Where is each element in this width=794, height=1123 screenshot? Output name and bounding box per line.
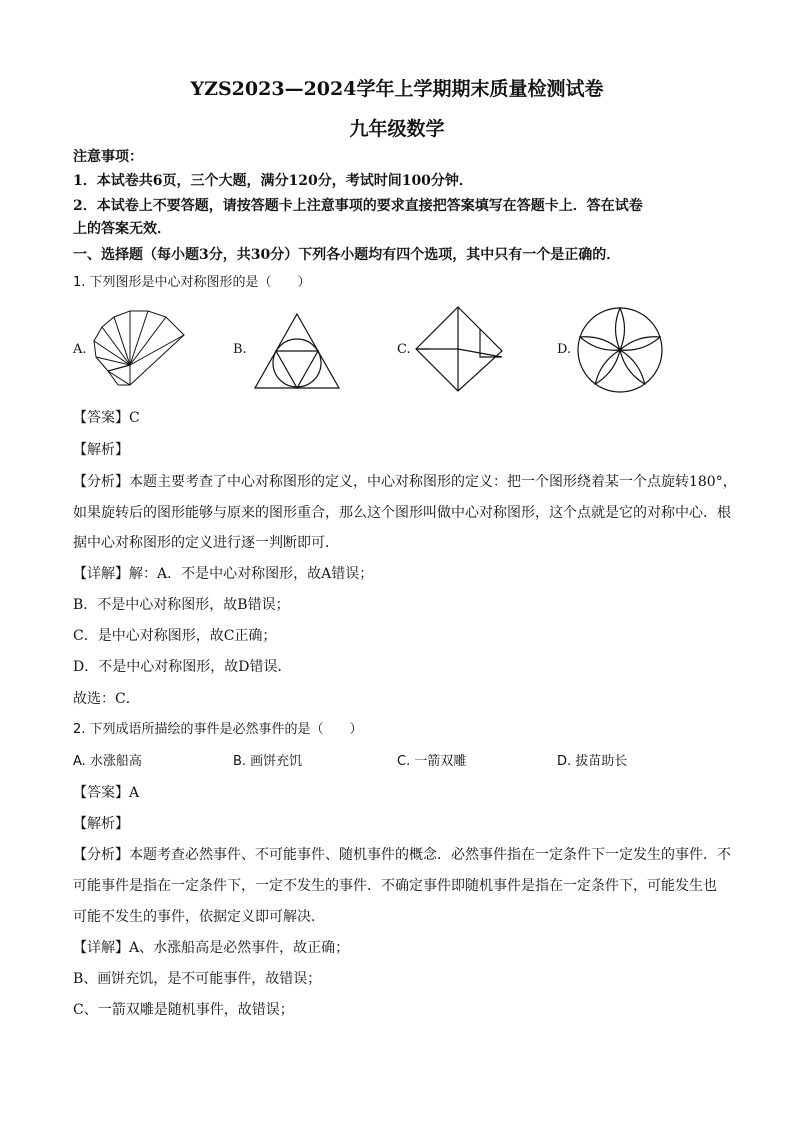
triangle-with-inscribed-circle-figure: [253, 312, 341, 390]
q1-option-d-label: D.: [557, 342, 572, 357]
q2-analysis-line-3: 可能不发生的事件，依据定义即可解决．: [73, 909, 325, 925]
notes-heading: 注意事项：: [73, 149, 143, 165]
q1-analysis-line-1: 【分析】本题主要考查了中心对称图形的定义，中心对称图形的定义：把一个图形绕着某一个点旋转180°，: [73, 474, 737, 490]
square-with-triangles-figure: [414, 305, 504, 393]
q1-detail-line-4: D．不是中心对称图形，故D错误．: [73, 659, 292, 675]
notes-item-1: 1．本试卷共6页，三个大题，满分120分，考试时间100分钟．: [73, 173, 473, 189]
circle-with-five-petals-figure: [576, 306, 664, 394]
q1-detail-line-2: B．不是中心对称图形，故B错误；: [73, 597, 290, 613]
notes-item-2-line-1: 2．本试卷上不要答题，请按答题卡上注意事项的要求直接把答案填写在答题卡上．答在试卷: [73, 198, 643, 214]
q2-option-b: B. 画饼充饥: [233, 754, 303, 769]
q2-analysis-line-2: 可能事件是指在一定条件下，一定不发生的事件．不确定事件即随机事件是指在一定条件下，可能发生也: [73, 878, 717, 894]
q2-detail-line-3: C、一箭双雕是随机事件，故错误；: [73, 1002, 294, 1018]
q2-answer: 【答案】A: [73, 785, 140, 801]
q2-detail-line-1: 【详解】A、水涨船高是必然事件，故正确；: [73, 940, 350, 956]
q2-analysis-tag: 【解析】: [73, 816, 129, 832]
q2-analysis-line-1: 【分析】本题考查必然事件、不可能事件、随机事件的概念．必然事件指在一定条件下一定发生的事件．不: [73, 847, 731, 863]
q1-analysis-line-2: 如果旋转后的图形能够与原来的图形重合，那么这个图形叫做中心对称图形，这个点就是它的对称中心．根: [73, 505, 731, 521]
notes-item-2-line-2: 上的答案无效．: [73, 221, 171, 237]
exam-subtitle: 九年级数学: [349, 118, 445, 140]
q2-option-c: C. 一箭双雕: [397, 754, 467, 769]
q1-detail-line-3: C．是中心对称图形，故C正确；: [73, 628, 277, 644]
q1-option-b-label: B.: [233, 342, 247, 357]
q1-conclusion: 故选：C．: [73, 691, 140, 707]
q1-option-c-label: C.: [397, 342, 411, 357]
q1-answer: 【答案】C: [73, 410, 140, 426]
q2-option-a: A. 水涨船高: [73, 754, 142, 769]
section-1-heading: 一、选择题（每小题3分，共30分）下列各小题均有四个选项，其中只有一个是正确的．: [73, 247, 621, 263]
fan-of-triangles-figure: [88, 305, 188, 389]
q1-analysis-line-3: 据中心对称图形的定义进行逐一判断即可．: [73, 535, 339, 551]
q2-detail-line-2: B、画饼充饥，是不可能事件，故错误；: [73, 971, 322, 987]
q1-detail-line-1: 【详解】解：A．不是中心对称图形，故A错误；: [73, 566, 374, 582]
exam-title: YZS2023—2024学年上学期期末质量检测试卷: [190, 78, 604, 100]
q2-option-d: D. 拔苗助长: [557, 754, 628, 769]
q1-option-a-label: A.: [73, 342, 87, 357]
q1-analysis-tag: 【解析】: [73, 442, 129, 458]
q1-stem: 1. 下列图形是中心对称图形的是（ ）: [73, 275, 311, 290]
q2-stem: 2. 下列成语所描绘的事件是必然事件的是（ ）: [73, 722, 363, 737]
